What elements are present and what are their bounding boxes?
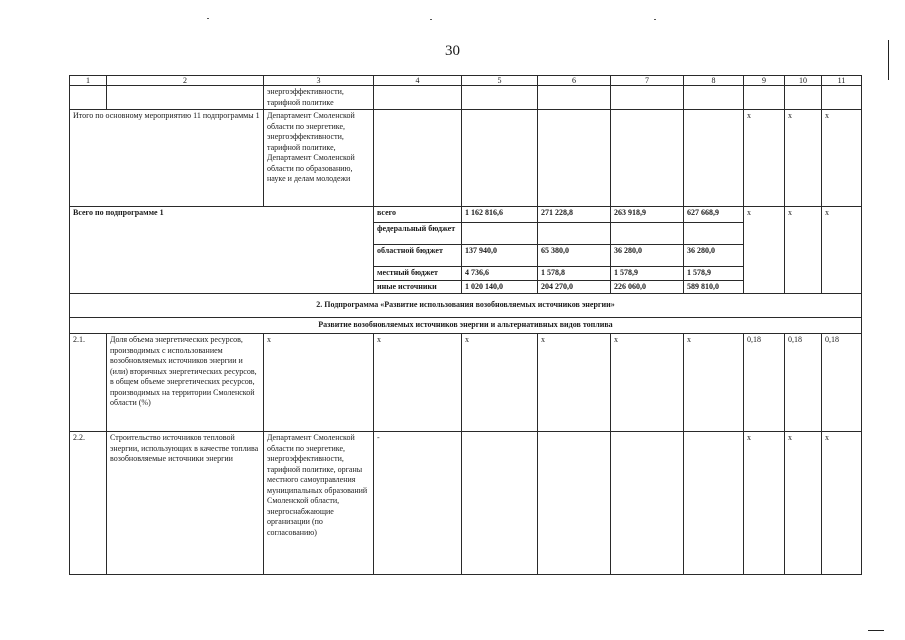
table-row	[70, 432, 862, 575]
column-number: 10	[785, 76, 822, 86]
table-cell: х	[462, 334, 538, 432]
table-cell: -	[374, 432, 462, 575]
table-cell	[684, 86, 744, 110]
table-cell: х	[744, 207, 785, 294]
activity-name: Строительство источников тепловой энергии, использующих в качестве топлива возобновляемые источники энергии	[107, 432, 264, 575]
amount-cell: 65 380,0	[538, 245, 611, 267]
funding-source: федеральный бюджет	[374, 223, 462, 245]
amount-cell: 263 918,9	[611, 207, 684, 223]
table-cell: х	[684, 334, 744, 432]
continuation-row	[70, 86, 862, 110]
amount-cell: 627 668,9	[684, 207, 744, 223]
table-cell: х	[785, 207, 822, 294]
table-cell: х	[744, 110, 785, 207]
column-number: 8	[684, 76, 744, 86]
table-cell	[538, 432, 611, 575]
subprogram-title-row	[70, 294, 862, 318]
amount-cell: 1 162 816,6	[462, 207, 538, 223]
column-number: 1	[70, 76, 107, 86]
budget-table	[69, 75, 862, 575]
scan-edge-mark	[868, 630, 884, 631]
amount-cell: 1 578,9	[684, 267, 744, 281]
table-cell	[462, 432, 538, 575]
executor-cell: Департамент Смоленской области по энергетике, энергоэффективности, тарифной политике, Департамент Смоленской области по образованию, науке и делам молодежи	[264, 110, 374, 207]
amount-cell: 1 020 140,0	[462, 280, 538, 294]
table-cell: х	[611, 334, 684, 432]
table-cell: х	[785, 432, 822, 575]
scan-dot	[654, 19, 656, 20]
column-number: 3	[264, 76, 374, 86]
table-cell: х	[822, 432, 862, 575]
amount-cell: 36 280,0	[611, 245, 684, 267]
indicator-name: Доля объема энергетических ресурсов, производимых с использованием возобновляемых источников энергии и (или) вторичных энергетических ресурсов, в общем объеме энергетических ресурсов, производимых на территории Смоленской области (%)	[107, 334, 264, 432]
table-cell: х	[785, 110, 822, 207]
scan-dot	[430, 19, 432, 20]
funding-source: областной бюджет	[374, 245, 462, 267]
table-cell	[611, 432, 684, 575]
amount-cell	[538, 223, 611, 245]
amount-cell	[611, 223, 684, 245]
table-cell	[70, 86, 107, 110]
table-cell	[107, 86, 264, 110]
column-number: 9	[744, 76, 785, 86]
table-cell: х	[264, 334, 374, 432]
table-cell: х	[822, 207, 862, 294]
scan-dot	[207, 18, 209, 19]
page-number: 30	[445, 43, 460, 59]
table-cell	[374, 110, 462, 207]
table-cell	[744, 86, 785, 110]
table-row	[70, 334, 862, 432]
table-cell: 0,18	[822, 334, 862, 432]
table-cell	[822, 86, 862, 110]
column-number: 4	[374, 76, 462, 86]
amount-cell: 204 270,0	[538, 280, 611, 294]
row-number: 2.2.	[70, 432, 107, 575]
amount-cell: 1 578,9	[611, 267, 684, 281]
table-cell	[462, 110, 538, 207]
funding-source: иные источники	[374, 280, 462, 294]
table-cell: 0,18	[785, 334, 822, 432]
table-cell	[785, 86, 822, 110]
itogo-row	[70, 110, 862, 207]
vsego-row	[70, 207, 862, 223]
table-cell: х	[744, 432, 785, 575]
table-cell	[684, 432, 744, 575]
executor-cell: энергоэффективности, тарифной политике	[264, 86, 374, 110]
table-cell	[374, 86, 462, 110]
amount-cell: 137 940,0	[462, 245, 538, 267]
table-cell	[684, 110, 744, 207]
funding-source: всего	[374, 207, 462, 223]
amount-cell: 1 578,8	[538, 267, 611, 281]
column-number: 7	[611, 76, 684, 86]
executor-cell: Департамент Смоленской области по энергетике, энергоэффективности, тарифной политике, органы местного самоуправления муниципальных образований Смоленской области, энергоснабжающие организации (по согласованию)	[264, 432, 374, 575]
table-cell: 0,18	[744, 334, 785, 432]
column-number-row	[70, 76, 862, 86]
section-title: Развитие возобновляемых источников энергии и альтернативных видов топлива	[70, 318, 862, 334]
row-number: 2.1.	[70, 334, 107, 432]
column-number: 6	[538, 76, 611, 86]
scan-edge-mark	[888, 40, 889, 80]
table-cell	[538, 110, 611, 207]
table-cell	[462, 86, 538, 110]
amount-cell: 36 280,0	[684, 245, 744, 267]
table-cell	[538, 86, 611, 110]
column-number: 2	[107, 76, 264, 86]
amount-cell: 4 736,6	[462, 267, 538, 281]
table-cell: х	[374, 334, 462, 432]
itogo-label: Итого по основному мероприятию 11 подпрограммы 1	[70, 110, 264, 207]
column-number: 11	[822, 76, 862, 86]
table-cell	[611, 110, 684, 207]
amount-cell: 271 228,8	[538, 207, 611, 223]
subprogram-title: 2. Подпрограмма «Развитие использования возобновляемых источников энергии»	[70, 294, 862, 318]
funding-source: местный бюджет	[374, 267, 462, 281]
column-number: 5	[462, 76, 538, 86]
vsego-label: Всего по подпрограмме 1	[70, 207, 374, 294]
table-cell: х	[538, 334, 611, 432]
table-cell: х	[822, 110, 862, 207]
amount-cell: 589 810,0	[684, 280, 744, 294]
amount-cell	[462, 223, 538, 245]
amount-cell: 226 060,0	[611, 280, 684, 294]
amount-cell	[684, 223, 744, 245]
table-cell	[611, 86, 684, 110]
section-title-row	[70, 318, 862, 334]
